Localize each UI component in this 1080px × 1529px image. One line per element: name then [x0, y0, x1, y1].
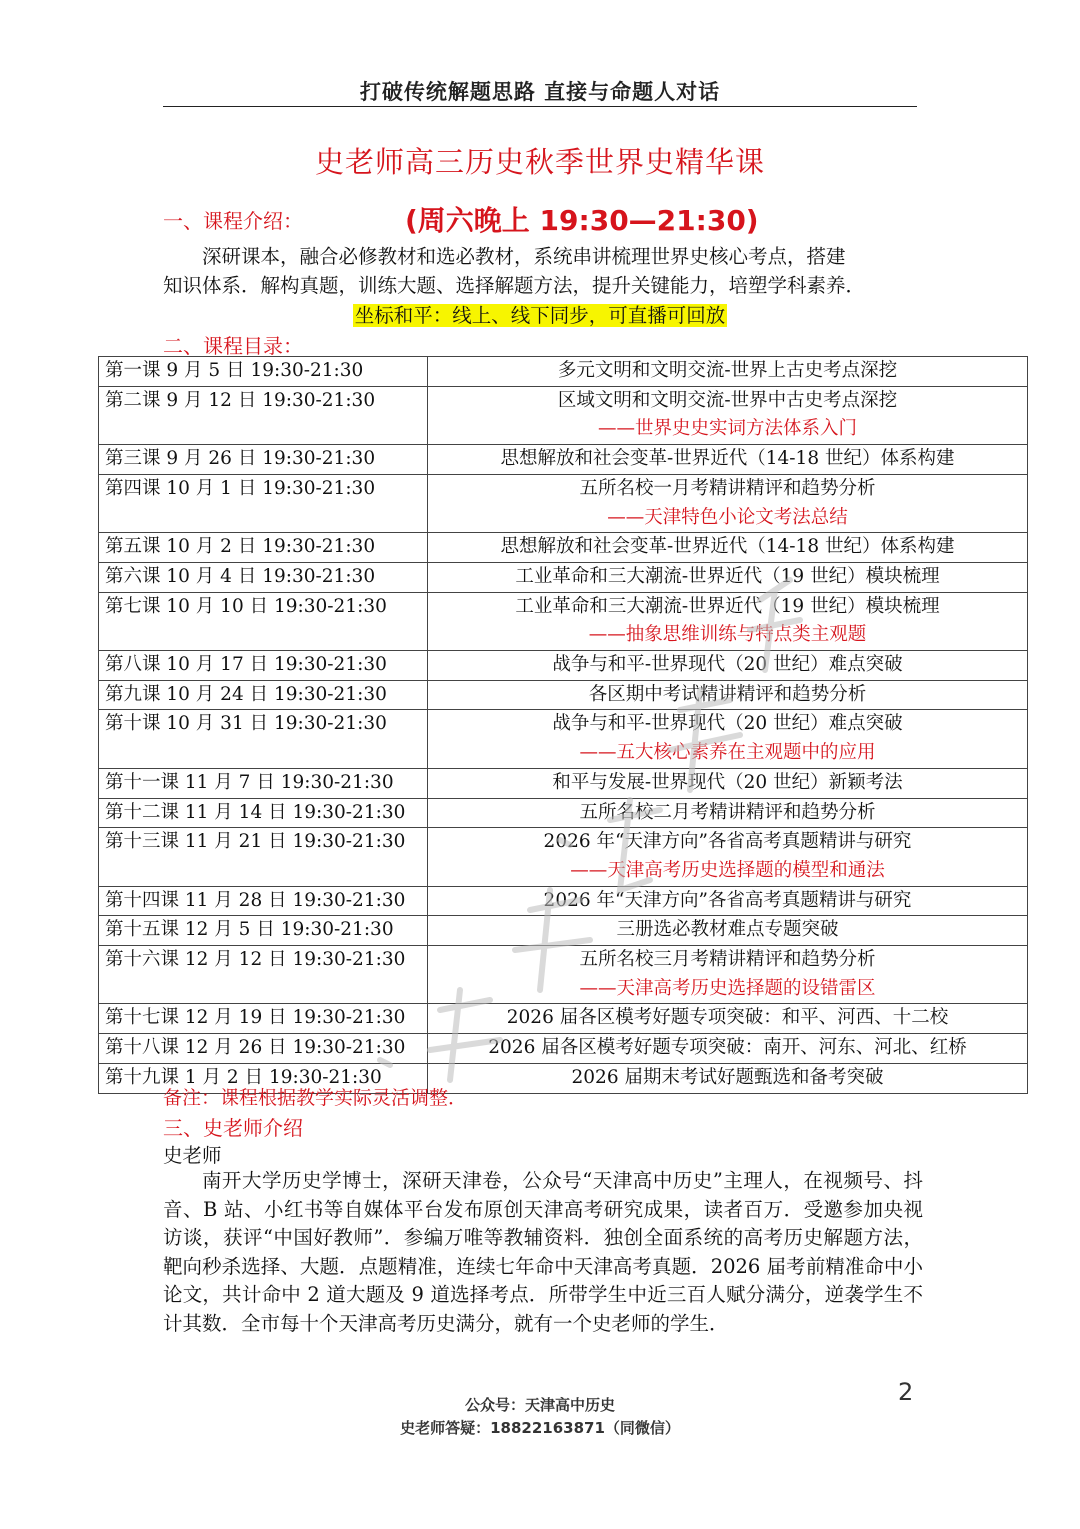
schedule-date-cell: 第七课 10 月 10 日 19:30-21:30	[99, 592, 428, 650]
course-time: (周六晚上 19:30—21:30)	[405, 204, 759, 237]
schedule-row	[99, 357, 1028, 387]
schedule-topic-cell	[428, 445, 1028, 475]
schedule-topic: 区域文明和文明交流-世界中古史考点深挖	[557, 389, 898, 411]
schedule-row	[99, 1034, 1028, 1064]
schedule-date-cell: 第十五课 12 月 5 日 19:30-21:30	[99, 916, 428, 946]
schedule-date-cell: 第十九课 1 月 2 日 19:30-21:30	[99, 1063, 428, 1093]
schedule-table	[98, 356, 1028, 1094]
teacher-bio: 南开大学历史学博士，深研天津卷，公众号“天津高中历史”主理人，在视频号、抖音、B 站、小红书等自媒体平台发布原创天津高考研究成果，读者百万．受邀参加央视访谈，获评“中国好教师”．参编万唯等教辅资料．独创全面系统的高考历史解题方法，靶向秒杀选择、大题．点题精准，连续七年命中天津高考真题．2026 届考前精准命中小论文，共计命中 2 道大题及 9 道选择考点．所带学生中近三百人赋分满分，逆袭学生不计其数．全市每十个天津高考历史满分，就有一个史老师的学生．	[163, 1169, 923, 1335]
schedule-row	[99, 533, 1028, 563]
schedule-topic-cell	[428, 886, 1028, 916]
schedule-row	[99, 562, 1028, 592]
schedule-topic-cell	[428, 562, 1028, 592]
schedule-topic-cell	[428, 768, 1028, 798]
schedule-date-cell: 第十三课 11 月 21 日 19:30-21:30	[99, 828, 428, 886]
schedule-subtopic: ——五大核心素养在主观题中的应用	[579, 742, 876, 764]
header-rule	[163, 106, 917, 107]
schedule-row	[99, 916, 1028, 946]
schedule-topic: 五所名校二月考精讲精评和趋势分析	[579, 801, 876, 823]
schedule-date-cell: 第十七课 12 月 19 日 19:30-21:30	[99, 1004, 428, 1034]
schedule-date-cell: 第二课 9 月 12 日 19:30-21:30	[99, 386, 428, 444]
schedule-row	[99, 798, 1028, 828]
schedule-topic: 五所名校一月考精讲精评和趋势分析	[579, 477, 876, 499]
schedule-note: 备注：课程根据教学实际灵活调整．	[163, 1087, 468, 1109]
schedule-topic: 思想解放和社会变革-世界近代（14-18 世纪）体系构建	[500, 536, 955, 558]
schedule-row	[99, 946, 1028, 1004]
page-header: 打破传统解题思路 直接与命题人对话	[359, 80, 721, 104]
course-description-line-2: 知识体系．解构真题，训练大题、选择解题方法，提升关键能力，培塑学科素养．	[163, 273, 866, 297]
schedule-topic: 2026 届期末考试好题甄选和备考突破	[571, 1066, 884, 1088]
schedule-topic-cell	[428, 592, 1028, 650]
highlight-row	[0, 302, 1080, 329]
schedule-topic-cell	[428, 474, 1028, 532]
schedule-date-cell: 第十六课 12 月 12 日 19:30-21:30	[99, 946, 428, 1004]
schedule-date-cell: 第三课 9 月 26 日 19:30-21:30	[99, 445, 428, 475]
schedule-subtopic: ——世界史史实词方法体系入门	[597, 418, 857, 440]
schedule-topic: 战争与和平-世界现代（20 世纪）难点突破	[552, 654, 903, 676]
schedule-topic-cell	[428, 798, 1028, 828]
schedule-topic-cell	[428, 533, 1028, 563]
schedule-topic-cell	[428, 710, 1028, 768]
schedule-topic-cell	[428, 1034, 1028, 1064]
schedule-row	[99, 710, 1028, 768]
schedule-topic: 战争与和平-世界现代（20 世纪）难点突破	[552, 713, 903, 735]
schedule-date-cell: 第四课 10 月 1 日 19:30-21:30	[99, 474, 428, 532]
schedule-row	[99, 474, 1028, 532]
footer-line-wechat-account: 公众号：天津高中历史	[464, 1396, 615, 1414]
schedule-table-body	[99, 357, 1028, 1094]
schedule-row	[99, 886, 1028, 916]
schedule-topic-cell	[428, 357, 1028, 387]
schedule-subtopic: ——抽象思维训练与特点类主观题	[588, 624, 867, 646]
schedule-date-cell: 第十四课 11 月 28 日 19:30-21:30	[99, 886, 428, 916]
schedule-topic: 三册选必教材难点专题突破	[616, 919, 839, 941]
schedule-topic-cell	[428, 946, 1028, 1004]
schedule-topic-cell	[428, 1063, 1028, 1093]
schedule-date-cell: 第十课 10 月 31 日 19:30-21:30	[99, 710, 428, 768]
schedule-topic: 2026 届各区模考好题专项突破：和平、河西、十二校	[506, 1007, 949, 1029]
schedule-topic: 多元文明和文明交流-世界上古史考点深挖	[557, 360, 898, 381]
schedule-date-cell: 第八课 10 月 17 日 19:30-21:30	[99, 651, 428, 681]
schedule-topic-cell	[428, 386, 1028, 444]
section-course-intro-heading: 一、课程介绍：	[163, 209, 303, 233]
schedule-topic: 工业革命和三大潮流-世界近代（19 世纪）模块梳理	[515, 595, 940, 617]
schedule-date-cell: 第一课 9 月 5 日 19:30-21:30	[99, 357, 428, 387]
schedule-row	[99, 828, 1028, 886]
schedule-topic: 思想解放和社会变革-世界近代（14-18 世纪）体系构建	[500, 448, 955, 470]
footer-line-contact: 史老师答疑：18822163871（同微信）	[400, 1419, 680, 1437]
section-teacher-intro-heading: 三、史老师介绍	[163, 1116, 303, 1140]
schedule-topic: 2026 年“天津方向”各省高考真题精讲与研究	[543, 889, 912, 911]
schedule-row	[99, 445, 1028, 475]
schedule-row	[99, 680, 1028, 710]
section-course-catalog-heading: 二、课程目录：	[163, 334, 303, 358]
schedule-topic: 2026 届各区模考好题专项突破：南开、河东、河北、红桥	[488, 1037, 967, 1059]
schedule-row	[99, 1004, 1028, 1034]
schedule-date-cell: 第十二课 11 月 14 日 19:30-21:30	[99, 798, 428, 828]
schedule-date-cell: 第九课 10 月 24 日 19:30-21:30	[99, 680, 428, 710]
course-description-line-1: 深研课本，融合必修教材和选必教材，系统串讲梳理世界史核心考点，搭建	[202, 245, 846, 268]
schedule-topic: 各区期中考试精讲精评和趋势分析	[588, 683, 867, 705]
schedule-row	[99, 651, 1028, 681]
schedule-topic-cell	[428, 828, 1028, 886]
schedule-row	[99, 592, 1028, 650]
schedule-subtopic: ——天津特色小论文考法总结	[607, 506, 848, 528]
page-number: 2	[898, 1378, 914, 1406]
schedule-subtopic: ——天津高考历史选择题的模型和通法	[570, 859, 885, 881]
teacher-name: 史老师	[163, 1144, 222, 1167]
schedule-topic-cell	[428, 680, 1028, 710]
highlight-text: 坐标和平：线上、线下同步，可直播可回放	[354, 304, 726, 327]
schedule-subtopic: ——天津高考历史选择题的设错雷区	[579, 977, 876, 999]
schedule-topic: 2026 年“天津方向”各省高考真题精讲与研究	[543, 831, 912, 853]
schedule-date-cell: 第六课 10 月 4 日 19:30-21:30	[99, 562, 428, 592]
course-description	[163, 243, 923, 300]
schedule-row	[99, 768, 1028, 798]
schedule-date-cell: 第十八课 12 月 26 日 19:30-21:30	[99, 1034, 428, 1064]
schedule-row	[99, 386, 1028, 444]
schedule-topic-cell	[428, 1004, 1028, 1034]
schedule-topic-cell	[428, 651, 1028, 681]
schedule-date-cell: 第五课 10 月 2 日 19:30-21:30	[99, 533, 428, 563]
schedule-topic: 和平与发展-世界现代（20 世纪）新颖考法	[552, 771, 903, 793]
schedule-topic: 工业革命和三大潮流-世界近代（19 世纪）模块梳理	[515, 565, 940, 587]
schedule-topic: 五所名校三月考精讲精评和趋势分析	[579, 949, 876, 971]
schedule-topic-cell	[428, 916, 1028, 946]
document-title: 史老师高三历史秋季世界史精华课	[314, 145, 765, 179]
schedule-date-cell: 第十一课 11 月 7 日 19:30-21:30	[99, 768, 428, 798]
